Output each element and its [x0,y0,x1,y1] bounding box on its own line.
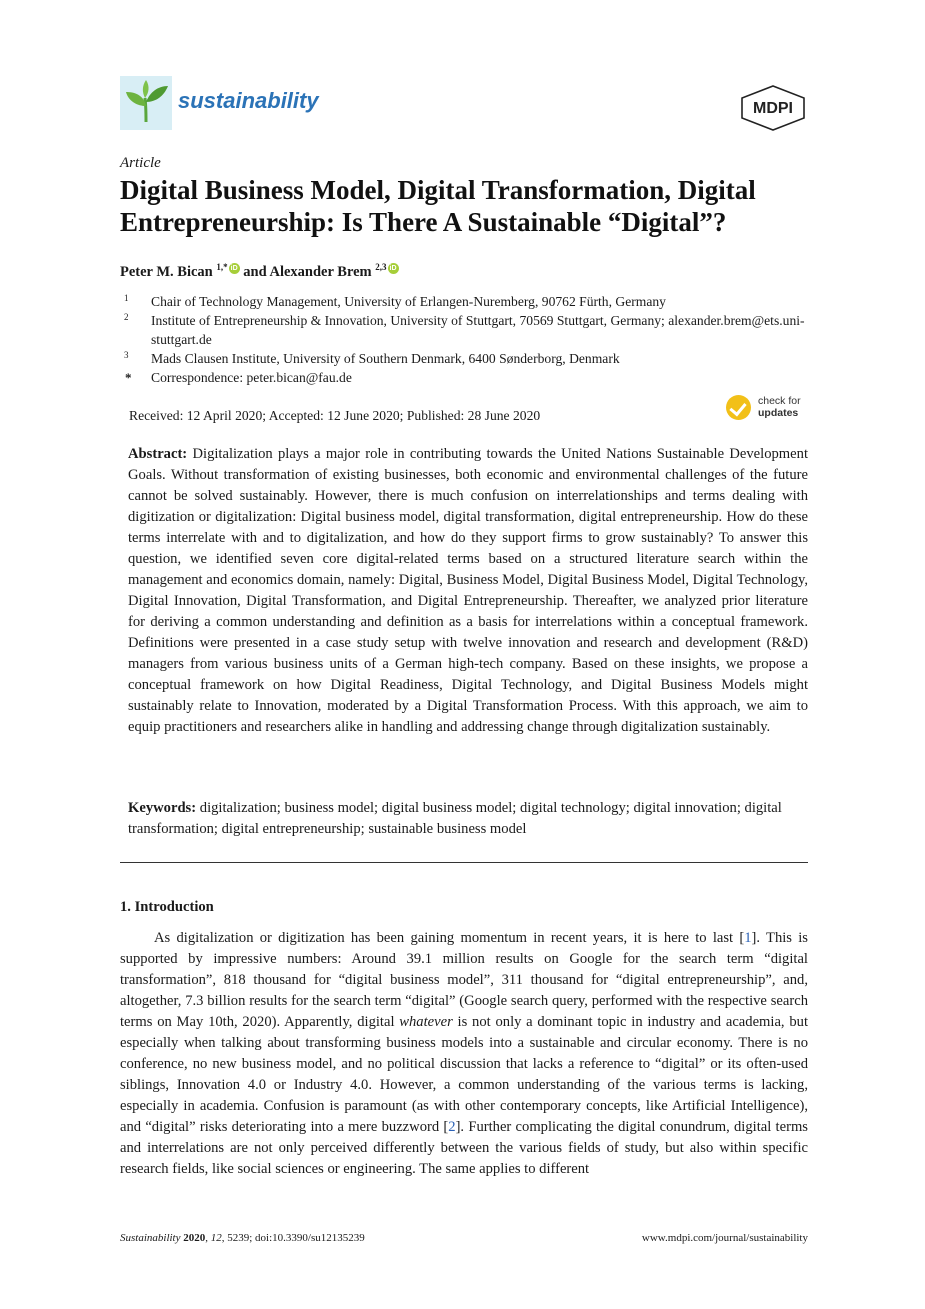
check-updates-label: check for [758,395,801,407]
footer-journal: Sustainability [120,1232,181,1244]
footer-doi: , 5239; doi:10.3390/su12135239 [221,1232,365,1244]
journal-name[interactable]: sustainability [178,88,319,113]
affiliation-text: Chair of Technology Management, University of Erlangen-Nuremberg, 90762 Fürth, Germany [151,294,666,309]
emphasis-text: whatever [399,1014,453,1030]
affiliation-text: Mads Clausen Institute, University of Southern Denmark, 6400 Sønderborg, Denmark [151,351,620,366]
footer-volume: 12 [210,1232,222,1244]
mdpi-logo-icon[interactable] [738,84,808,132]
correspondence-text: Correspondence: peter.bican@fau.de [151,370,352,385]
section-divider [120,862,808,863]
author-list [120,262,399,281]
orcid-icon[interactable]: iD [389,265,397,272]
paragraph-text: As digitalization or digitization has been gaining momentum in recent years, it is here to last [ [154,930,745,946]
section-heading: 1. Introduction [120,899,214,915]
affiliation-number: 1 [124,293,129,303]
affiliation-text: Institute of Entrepreneurship & Innovation, University of Stuttgart, 70569 Stuttgart, Germany; alexander.brem@ets.uni-stuttgart.de [151,313,805,347]
paragraph-text: is not only a dominant topic in industry and academia, but especially when talking about transforming business models into a sustainable and circular economy. There is no conference, no new business model, and no political discussion that lacks a reference to “digital” or its often-used siblings, Innovation 4.0 or Industry 4.0. However, a common understanding of the various terms is lacking, especially in academia. Confusion is paramount (as with other contemporary concepts, like Artificial Intelligence), and “digital” risks deteriorating into a mere buzzword [ [120,1014,808,1135]
correspondence-mark: * [125,370,132,385]
publication-dates: Received: 12 April 2020; Accepted: 12 June 2020; Published: 28 June 2020 [129,408,541,423]
author-name: Peter M. Bican [120,263,213,280]
affiliation-number: 2 [124,312,129,322]
mdpi-logo-text: MDPI [753,100,793,117]
keywords [128,798,813,840]
footer-citation: Sustainability 2020, 12, 5239; doi:10.3390/su12135239 [120,1232,365,1244]
paragraph [120,928,808,1180]
journal-logo-icon [120,76,172,130]
abstract-text: Digitalization plays a major role in contributing towards the United Nations Sustainable Development Goals. Without transformation of existing businesses, both economic and environmental challenges of the future cannot be solved sustainably. However, there is much confusion on interrelationships and terms dealing with digitization or digitalization: Digital business model, digital transformation, digital entrepreneurship. How do these terms interrelate with and to digitalization, and how do they support firms to grow sustainably? To answer this question, we identified seven core digital-related terms based on a structured literature search within the management and economics domain, namely: Digital, Business Model, Digital Business Model, Digital Technology, Digital Innovation, Digital Transformation, and Digital Entrepreneurship. Thereafter, we analyzed prior literature for deriving a common understanding and definition as a basis for interrelations within a conceptual framework. Definitions were presented in a case study setup with twelve innovation and research and development (R&D) managers from various business units of a German high-tech company. Based on these insights, we propose a conceptual framework on how Digital Readiness, Digital Technology, and Digital Business Models might sustainably relate to Innovation, moderated by a Digital Transformation Process. With this approach, we aim to equip practitioners and researchers alike in handling and addressing change through digitalization sustainably. [128,446,808,735]
author-affiliation-mark: 2,3 [375,262,387,272]
intro-body [120,928,808,1180]
paper-title: Digital Business Model, Digital Transformation, Digital Entrepreneurship: Is There A Sustainable “Digital”? [120,175,756,237]
keywords-label: Keywords: [128,800,197,816]
footer-year: 2020 [183,1232,206,1244]
author-name: Alexander Brem [269,263,372,280]
orcid-icon[interactable]: iD [230,265,238,272]
author-affiliation-mark: 1,* [216,262,228,272]
citation-link[interactable]: 1 [744,930,752,946]
footer-url[interactable]: www.mdpi.com/journal/sustainability [641,1232,808,1244]
checkmark-icon [726,395,751,420]
keywords-text: digitalization; business model; digital business model; digital technology; digital innovation; digital transformation; digital entrepreneurship; sustainable business model [128,800,782,837]
author-joiner: and [243,263,267,280]
check-for-updates-button[interactable] [726,394,816,424]
paragraph-text: ]. This is supported by impressive numbers: Around 39.1 million results on Google for the search term “digital transformation”, 818 thousand for “digital business model”, 311 thousand for “digital entrepreneurship”, and, altogether, 7.3 billion results for the search term “digital” (Google search query, performed with the respective search terms on May 10th, 2020). Apparently, digital [120,930,808,1030]
article-type: Article [120,155,161,171]
check-updates-label: updates [758,407,799,419]
affiliation-number: 3 [124,350,129,360]
abstract [128,444,808,738]
paragraph-text: ]. Further complicating the digital conundrum, digital terms and interrelations are not only perceived differently between the various fields of study, but also within specific research fields, like social sciences or engineering. The same applies to different [120,1119,808,1177]
abstract-label: Abstract: [128,446,188,462]
citation-link[interactable]: 2 [448,1119,456,1135]
